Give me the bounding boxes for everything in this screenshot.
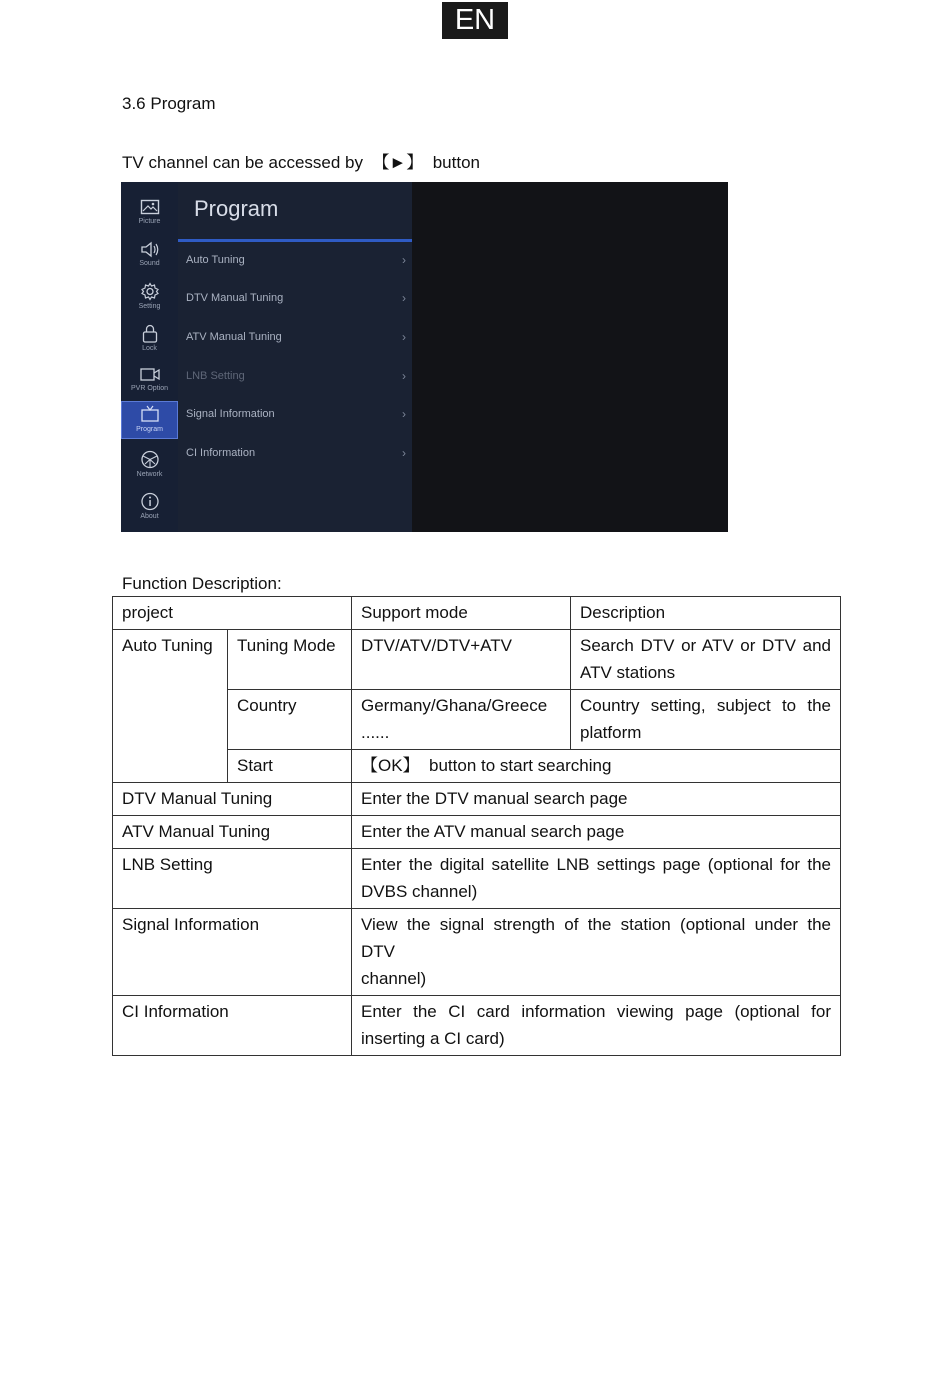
sidebar-item-label: About	[140, 513, 159, 520]
country-cell: Country	[228, 690, 352, 750]
table-row	[113, 849, 841, 909]
menu-item-ci-information[interactable]	[186, 443, 406, 463]
sidebar-item-program[interactable]	[121, 401, 178, 439]
title-underline	[178, 239, 412, 242]
camera-icon	[139, 366, 161, 383]
sidebar-item-label: Sound	[139, 260, 160, 267]
chevron-right-icon: ›	[402, 407, 406, 421]
menu-item-dtv-manual-tuning[interactable]	[186, 288, 406, 308]
sidebar-item-label: Lock	[142, 345, 157, 352]
menu-item-label: DTV Manual Tuning	[186, 292, 284, 304]
language-badge: EN	[442, 2, 508, 39]
country-support-line2: ......	[361, 723, 390, 742]
country-support	[352, 690, 571, 750]
menu-item-label: CI Information	[186, 447, 256, 459]
function-description-table	[112, 596, 841, 1056]
row-support-line1: View the signal strength of the station (optional under the	[361, 915, 831, 934]
menu-item-label: ATV Manual Tuning	[186, 331, 282, 343]
tv-menu-screenshot	[121, 182, 728, 532]
tuning-mode-support: DTV/ATV/DTV+ATV	[352, 630, 571, 690]
chevron-right-icon: ›	[402, 291, 406, 305]
gear-icon	[140, 282, 160, 301]
sidebar-item-sound[interactable]	[121, 238, 178, 280]
sidebar-item-setting[interactable]	[121, 279, 178, 321]
tv-icon	[140, 405, 160, 424]
chevron-right-icon: ›	[402, 253, 406, 267]
intro-main: TV channel can be accessed by	[122, 153, 363, 172]
table-row	[113, 909, 841, 996]
tuning-mode-cell: Tuning Mode	[228, 630, 352, 690]
menu-item-auto-tuning[interactable]	[186, 250, 406, 270]
start-support: 【OK】 button to start searching	[352, 750, 841, 783]
row-support-line2: DTV	[361, 942, 395, 961]
menu-item-signal-information[interactable]	[186, 404, 406, 424]
picture-icon	[140, 199, 160, 216]
header-project: project	[113, 597, 352, 630]
table-header-row	[113, 597, 841, 630]
header-support-mode: Support mode	[352, 597, 571, 630]
row-project: DTV Manual Tuning	[113, 783, 352, 816]
country-support-line1: Germany/Ghana/Greece	[361, 696, 548, 715]
sidebar-item-about[interactable]	[121, 489, 178, 531]
section-title: 3.6 Program	[122, 94, 216, 113]
menu-item-lnb-setting[interactable]	[186, 366, 406, 386]
row-support-line3: channel)	[361, 969, 427, 988]
info-icon	[140, 492, 160, 511]
tv-sidebar	[121, 182, 178, 532]
row-support: Enter the CI card information viewing page (optional for inserting a CI card)	[352, 996, 841, 1056]
speaker-icon	[140, 241, 160, 258]
tv-preview-area	[412, 182, 728, 532]
row-project: ATV Manual Tuning	[113, 816, 352, 849]
intro-suffix: button	[432, 153, 480, 172]
sidebar-item-lock[interactable]	[121, 321, 178, 363]
row-project: Signal Information	[113, 909, 352, 996]
function-description-title: Function Description:	[122, 574, 282, 593]
table-row	[113, 783, 841, 816]
row-support: Enter the digital satellite LNB settings page (optional for the DVBS channel)	[352, 849, 841, 909]
sidebar-item-label: Network	[136, 471, 163, 478]
chevron-right-icon: ›	[402, 446, 406, 460]
auto-tuning-cell: Auto Tuning	[113, 630, 228, 783]
chevron-right-icon: ›	[402, 330, 406, 344]
menu-item-label: Auto Tuning	[186, 254, 245, 266]
chevron-right-icon: ›	[402, 369, 406, 383]
menu-item-label: Signal Information	[186, 408, 275, 420]
sidebar-item-label: PVR Option	[131, 385, 168, 392]
menu-title: Program	[194, 196, 279, 221]
sidebar-item-label: Picture	[138, 218, 161, 225]
network-icon	[140, 450, 160, 469]
sidebar-item-pvr-option[interactable]	[121, 363, 178, 405]
sidebar-item-network[interactable]	[121, 447, 178, 489]
intro-text	[122, 148, 480, 173]
sidebar-item-picture[interactable]	[121, 196, 178, 238]
table-row	[113, 816, 841, 849]
table-row	[113, 630, 841, 690]
country-description: Country setting, subject to the platform	[571, 690, 841, 750]
lock-icon	[140, 324, 160, 343]
table-row	[113, 996, 841, 1056]
row-project: LNB Setting	[113, 849, 352, 909]
program-menu-panel	[178, 182, 412, 532]
menu-item-label: LNB Setting	[186, 370, 245, 382]
row-support: Enter the ATV manual search page	[352, 816, 841, 849]
header-description: Description	[571, 597, 841, 630]
tuning-mode-description: Search DTV or ATV or DTV and ATV stations	[571, 630, 841, 690]
row-support: Enter the DTV manual search page	[352, 783, 841, 816]
row-project: CI Information	[113, 996, 352, 1056]
menu-item-atv-manual-tuning[interactable]	[186, 327, 406, 347]
start-cell: Start	[228, 750, 352, 783]
row-support	[352, 909, 841, 996]
sidebar-item-label: Program	[136, 426, 163, 433]
sidebar-item-label: Setting	[138, 303, 161, 310]
intro-key: 【►】	[372, 153, 424, 172]
